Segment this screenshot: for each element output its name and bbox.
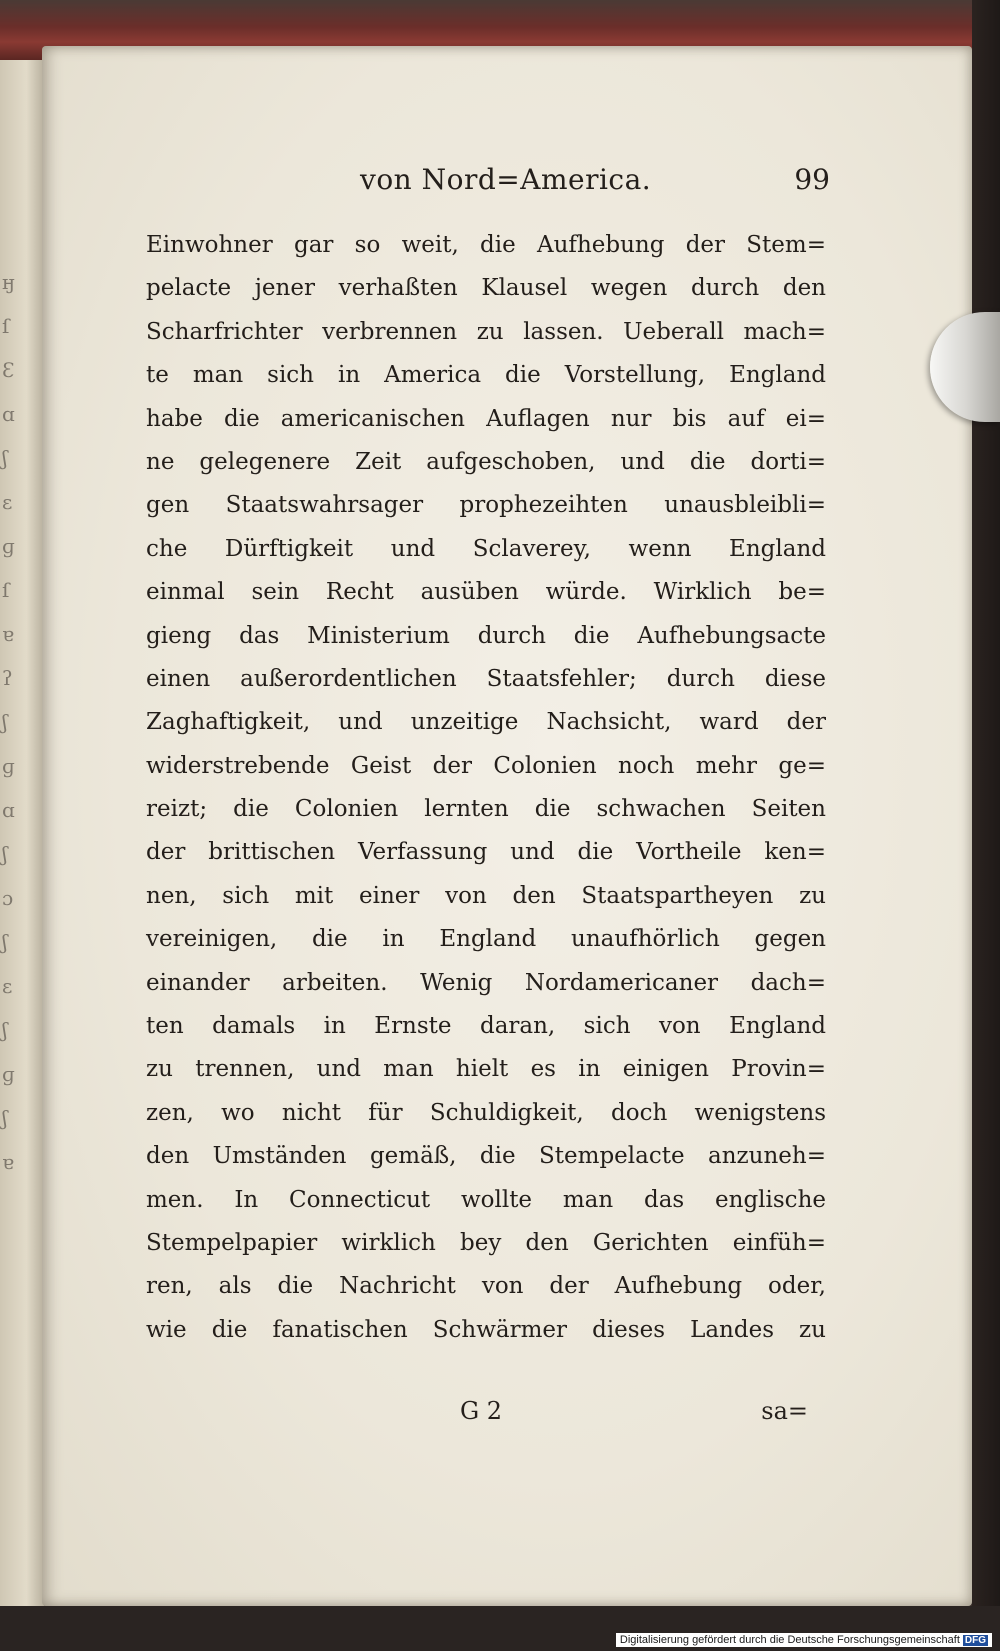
text-line: Scharfrichter verbrennen zu lassen. Ueberall mach=	[146, 318, 826, 345]
digitization-credit	[616, 1633, 992, 1647]
catchword: sa=	[761, 1397, 808, 1425]
credit-text: Digitalisierung gefördert durch die Deutsche Forschungsgemeinschaft	[619, 1634, 960, 1646]
text-line: einmal sein Recht ausüben würde. Wirklich be=	[146, 579, 826, 606]
dfg-logo: DFG	[964, 1634, 986, 1646]
facing-page-text-fragments: ӈ ſ Ɛ ɑ ʃ ɛ ɡ ſ ɐ ʔ ʃ ɡ ɑ ʃ ɔ ʃ ɛ ʃ ɡ ʃ ɐ	[2, 270, 16, 1174]
signature-mark: G 2	[460, 1397, 503, 1425]
text-line: gieng das Ministerium durch die Aufhebungsacte	[146, 622, 826, 649]
text-line: einen außerordentlichen Staatsfehler; durch diese	[146, 665, 826, 692]
page-footer	[440, 1397, 820, 1433]
text-line: ne gelegenere Zeit aufgeschoben, und die dorti=	[146, 448, 826, 475]
text-line: te man sich in America die Vorstellung, England	[146, 362, 826, 389]
text-line: der brittischen Verfassung und die Vortheile ken=	[146, 839, 826, 866]
text-line: Zaghaftigkeit, und unzeitige Nachsicht, ward der	[146, 709, 826, 736]
text-line: Stempelpapier wirklich bey den Gerichten einfüh=	[146, 1229, 826, 1256]
text-line: gen Staatswahrsager prophezeihten unausbleibli=	[146, 492, 826, 519]
text-line: widerstrebende Geist der Colonien noch mehr ge=	[146, 752, 826, 779]
text-line: wie die fanatischen Schwärmer dieses Landes zu	[146, 1316, 826, 1343]
text-line: Einwohner gar so weit, die Aufhebung der Stem=	[146, 232, 826, 258]
text-line: vereinigen, die in England unaufhörlich gegen	[146, 926, 826, 953]
text-line: reizt; die Colonien lernten die schwachen Seiten	[146, 796, 826, 823]
body-text	[146, 224, 826, 1352]
text-line: zu trennen, und man hielt es in einigen Provin=	[146, 1056, 826, 1083]
text-line: men. In Connecticut wollte man das englische	[146, 1186, 826, 1213]
text-line: einander arbeiten. Wenig Nordamericaner dach=	[146, 969, 826, 996]
book-cover-right-edge	[972, 0, 1000, 1651]
text-line: ren, als die Nachricht von der Aufhebung oder,	[146, 1273, 826, 1300]
text-line: zen, wo nicht für Schuldigkeit, doch wenigstens	[146, 1099, 826, 1126]
page-number: 99	[794, 163, 830, 196]
text-line: ten damals in Ernste daran, sich von England	[146, 1013, 826, 1040]
text-line: habe die americanischen Auflagen nur bis auf ei=	[146, 405, 826, 432]
facing-page-edge	[0, 60, 46, 1620]
text-line: nen, sich mit einer von den Staatspartheyen zu	[146, 882, 826, 909]
text-line: den Umständen gemäß, die Stempelacte anzuneh=	[146, 1143, 826, 1170]
text-line: che Dürftigkeit und Sclaverey, wenn England	[146, 535, 826, 562]
running-title: von Nord=America.	[360, 163, 652, 196]
text-line: pelacte jener verhaßten Klausel wegen durch den	[146, 275, 826, 302]
page-header	[360, 163, 830, 203]
